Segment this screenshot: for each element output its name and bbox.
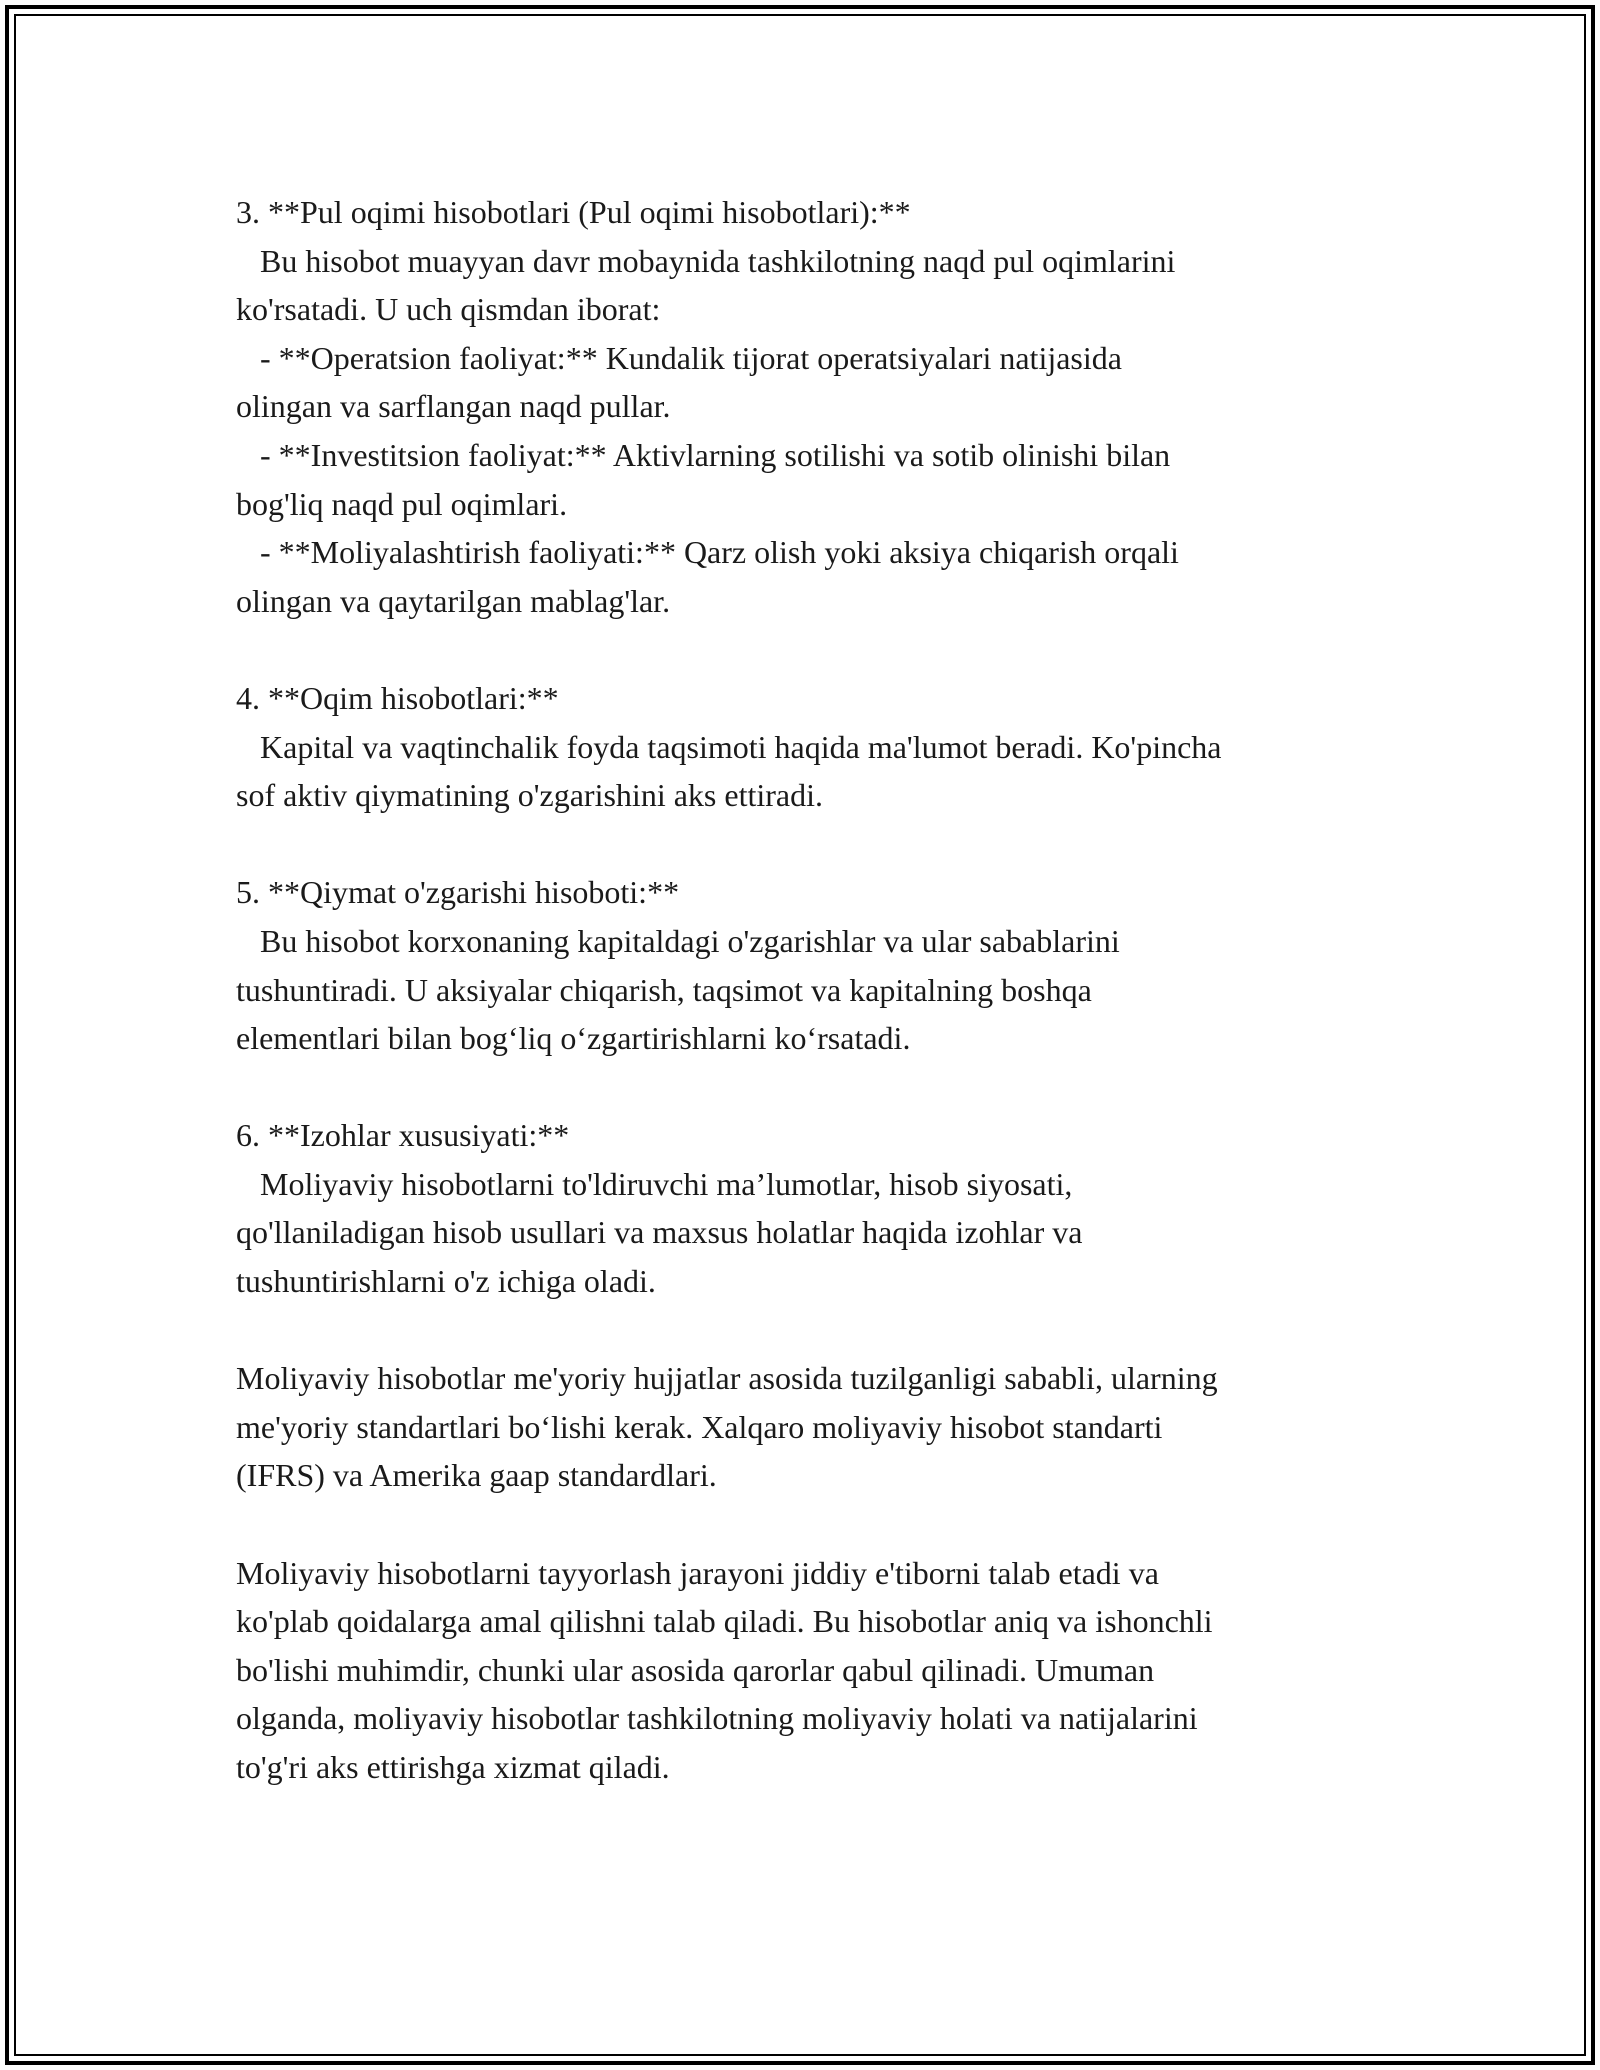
standards-paragraph-line: Moliyaviy hisobotlar me'yoriy hujjatlar asosida tuzilganligi sababli, ularning [236, 1360, 1218, 1397]
section-5-text-line: tushuntiradi. U aksiyalar chiqarish, taqsimot va kapitalning boshqa [236, 971, 1092, 1008]
section-3-bullet-investing-cont: bog'liq naqd pul oqimlari. [236, 485, 568, 522]
document-body [236, 188, 1386, 1792]
section-3-text-line: Bu hisobot muayyan davr mobaynida tashkilotning naqd pul oqimlarini [236, 242, 1176, 279]
paragraph-spacer [236, 1063, 1386, 1112]
section-4-text-line: Kapital va vaqtinchalik foyda taqsimoti haqida ma'lumot beradi. Ko'pincha [236, 728, 1222, 765]
section-6-text-line: qo'llaniladigan hisob usullari va maxsus holatlar haqida izohlar va [236, 1214, 1083, 1251]
section-5-text-line: elementlari bilan bog‘liq o‘zgartirishlarni ko‘rsatadi. [236, 1020, 911, 1057]
conclusion-paragraph-line: ko'plab qoidalarga amal qilishni talab qiladi. Bu hisobotlar aniq va ishonchli [236, 1603, 1213, 1640]
paragraph-spacer [236, 1500, 1386, 1549]
conclusion-paragraph-line: olganda, moliyaviy hisobotlar tashkilotning moliyaviy holati va natijalarini [236, 1700, 1198, 1737]
section-3-heading: 3. **Pul oqimi hisobotlari (Pul oqimi hisobotlari):** [236, 194, 911, 230]
conclusion-paragraph-line: bo'lishi muhimdir, chunki ular asosida qarorlar qabul qilinadi. Umuman [236, 1651, 1155, 1688]
standards-paragraph-line: (IFRS) va Amerika gaap standardlari. [236, 1457, 717, 1494]
section-6-heading: 6. **Izohlar xususiyati:** [236, 1117, 570, 1154]
section-3-bullet-operating: - **Operatsion faoliyat:** Kundalik tijorat operatsiyalari natijasida [236, 339, 1122, 376]
paragraph-spacer [236, 1306, 1386, 1355]
conclusion-paragraph-line: to'g'ri aks ettirishga xizmat qiladi. [236, 1749, 670, 1785]
section-3-bullet-financing: - **Moliyalashtirish faoliyati:** Qarz olish yoki aksiya chiqarish orqali [236, 534, 1179, 571]
section-3-bullet-investing: - **Investitsion faoliyat:** Aktivlarning sotilishi va sotib olinishi bilan [236, 436, 1171, 473]
section-3-bullet-financing-cont: olingan va qaytarilgan mablag'lar. [236, 582, 671, 619]
section-6-text-line: tushuntirishlarni o'z ichiga oladi. [236, 1263, 656, 1300]
section-5-heading: 5. **Qiymat o'zgarishi hisoboti:** [236, 874, 680, 911]
section-6-text-line: Moliyaviy hisobotlarni to'ldiruvchi ma’lumotlar, hisob siyosati, [236, 1165, 1073, 1202]
section-5-text-line: Bu hisobot korxonaning kapitaldagi o'zgarishlar va ular sabablarini [236, 922, 1120, 959]
standards-paragraph-line: me'yoriy standartlari bo‘lishi kerak. Xalqaro moliyaviy hisobot standarti [236, 1408, 1163, 1445]
paragraph-spacer [236, 625, 1386, 674]
section-3-text-line: ko'rsatadi. U uch qismdan iborat: [236, 291, 661, 328]
conclusion-paragraph-line: Moliyaviy hisobotlarni tayyorlash jarayoni jiddiy e'tiborni talab etadi va [236, 1554, 1159, 1591]
section-4-text-line: sof aktiv qiymatining o'zgarishini aks ettiradi. [236, 777, 823, 814]
section-3-bullet-operating-cont: olingan va sarflangan naqd pullar. [236, 388, 671, 425]
paragraph-spacer [236, 820, 1386, 869]
section-4-heading: 4. **Oqim hisobotlari:** [236, 679, 559, 716]
